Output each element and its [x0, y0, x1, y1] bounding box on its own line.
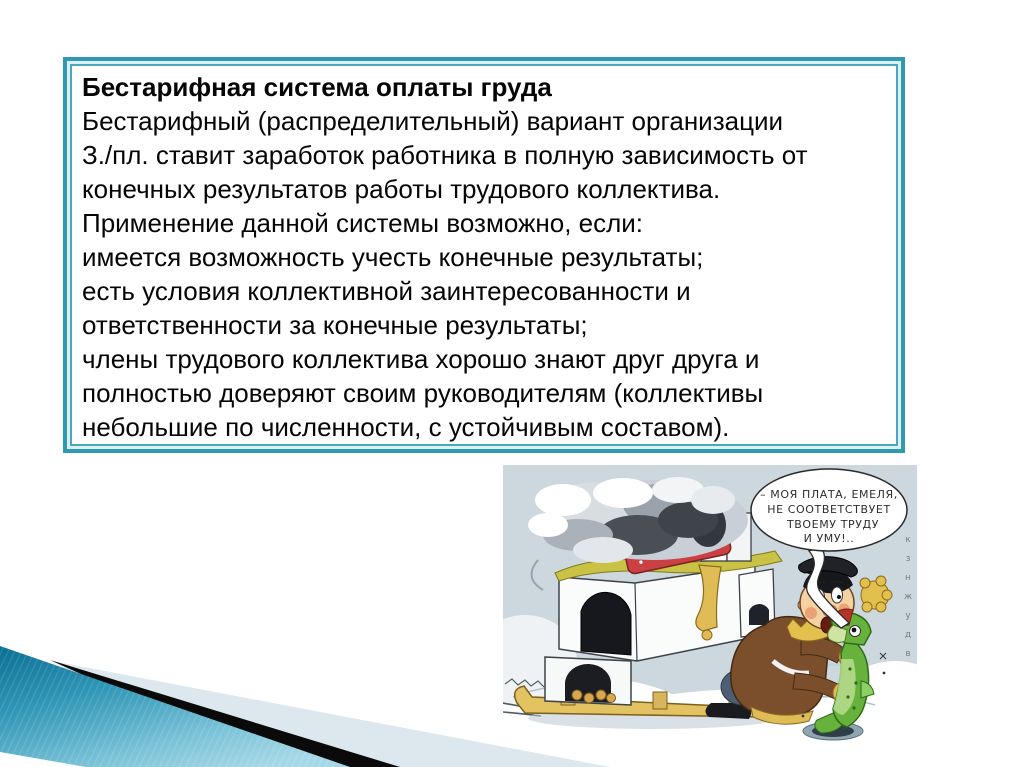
bubble-text-line3: ТВОЕМУ ТРУДУ [786, 518, 880, 531]
bubble-text-line2: НЕ СООТВЕТСТВУЕТ [767, 503, 891, 516]
slide-text-box [63, 57, 905, 453]
body-line: Применение данной системы возможно, если: [82, 208, 644, 238]
body-line: имеется возможность учесть конечные результаты; [82, 242, 704, 272]
body-line: есть условия коллективной заинтересованности и [82, 276, 691, 306]
slide-title: Бестарифная система оплаты груда [82, 72, 552, 102]
body-line: небольшие по численности, с устойчивым составом). [82, 412, 730, 442]
bubble-text-line4: И УМУ!.. [803, 532, 855, 545]
body-line: З./пл. ставит заработок работника в полную зависимость от [82, 140, 808, 170]
body-line: полностью доверяют своим руководителям (коллективы [82, 378, 764, 408]
body-line: Бестарифный (распределительный) вариант организации [82, 106, 784, 136]
bubble-text-line1: – МОЯ ПЛАТА, ЕМЕЛЯ, [760, 488, 898, 501]
body-line: члены трудового коллектива хорошо знают друг друга и [82, 344, 760, 374]
artist-signature: кзнжудв [903, 535, 913, 668]
stove-hearth [545, 657, 631, 705]
body-line: конечных результатов работы трудового коллектива. [82, 174, 721, 204]
cartoon-illustration [503, 465, 917, 747]
body-line: ответственности за конечные результаты; [82, 310, 588, 340]
